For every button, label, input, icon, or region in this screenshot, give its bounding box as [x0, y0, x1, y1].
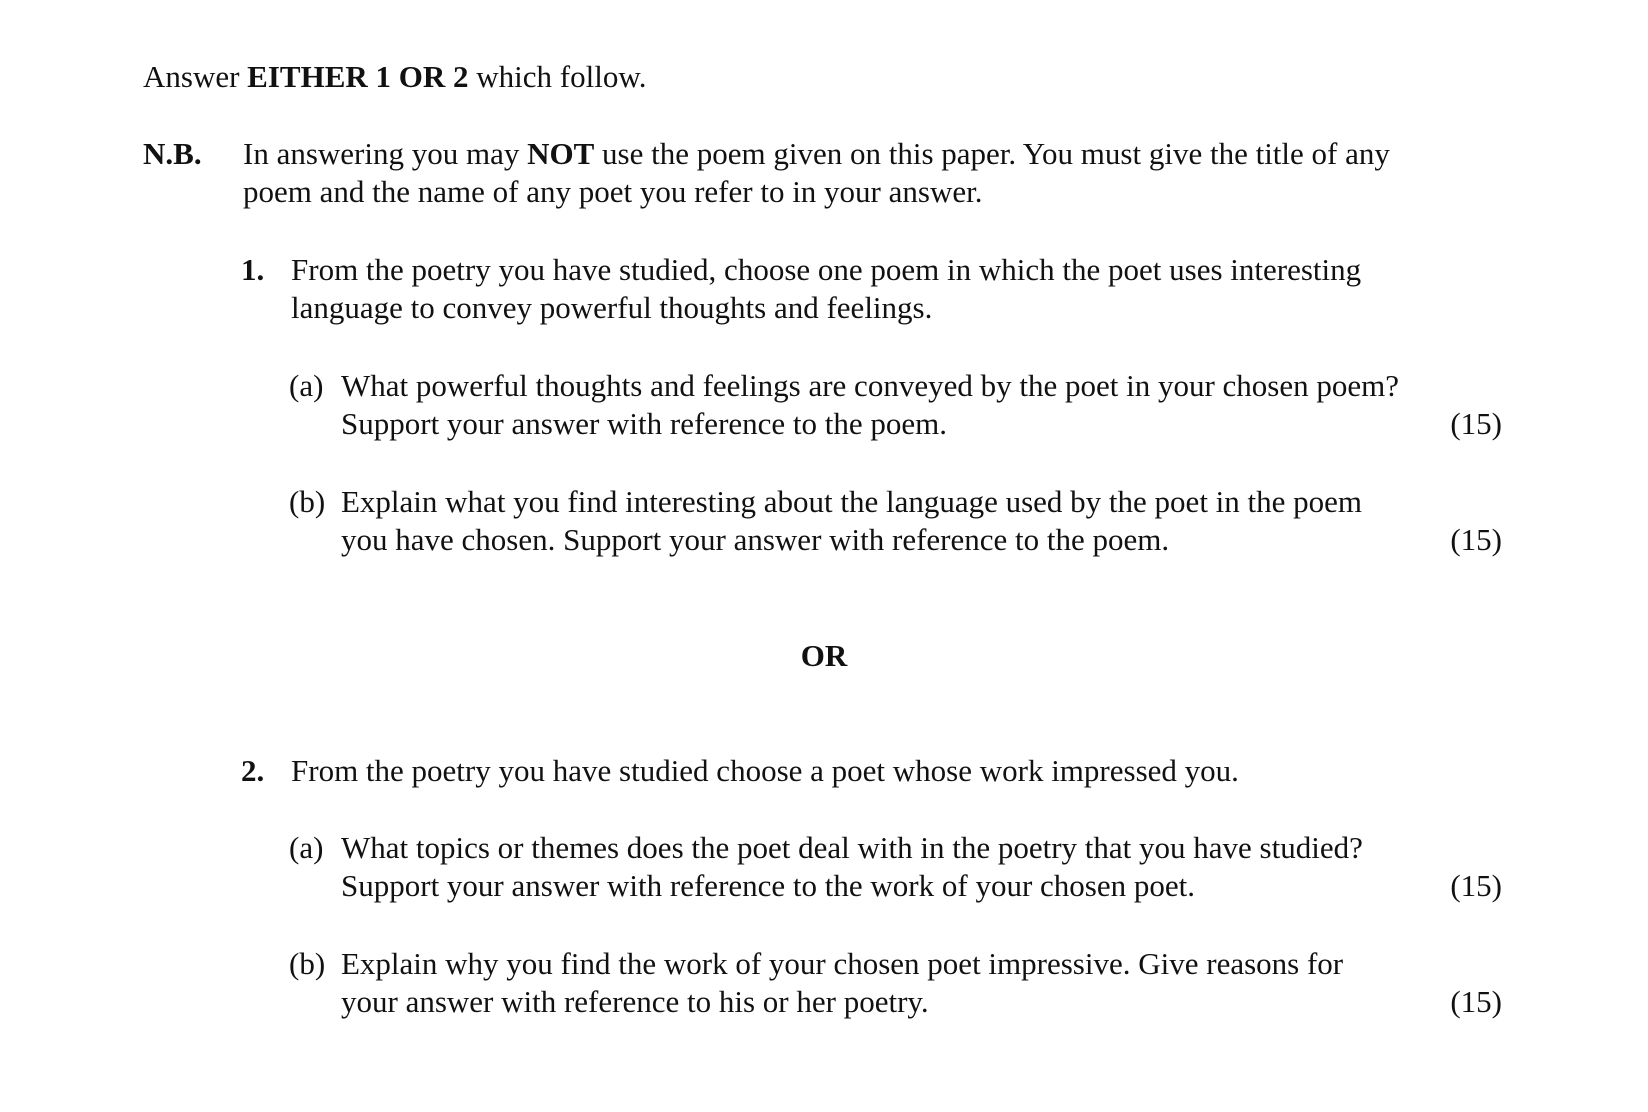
instruction-bold: EITHER 1 OR 2	[247, 59, 469, 94]
question-1a-line-2: Support your answer with reference to the poem.	[341, 406, 948, 441]
question-1b-marks: (15)	[1450, 522, 1502, 557]
question-2b-line-1: Explain why you find the work of your chosen poet impressive. Give reasons for	[341, 946, 1344, 981]
note-label: N.B.	[143, 136, 202, 171]
note-line-2: poem and the name of any poet you refer to in your answer.	[243, 174, 983, 209]
note-text	[243, 135, 1503, 211]
question-1b-text	[341, 483, 1471, 559]
question-1b-line-2: you have chosen. Support your answer with reference to the poem.	[341, 522, 1170, 557]
question-1-stem-line-2: language to convey powerful thoughts and feelings.	[291, 290, 933, 325]
note-line-1-bold: NOT	[527, 136, 595, 171]
question-1-stem-line-1: From the poetry you have studied, choose one poem in which the poet uses interesting	[291, 252, 1362, 287]
question-2-number: 2.	[241, 753, 265, 788]
instruction-prefix: Answer	[143, 59, 248, 94]
question-2a-letter: (a)	[289, 830, 324, 865]
instruction-line	[143, 58, 646, 96]
question-1-stem	[291, 251, 1491, 327]
question-1-number: 1.	[241, 252, 265, 287]
or-separator: OR	[800, 638, 848, 673]
question-1b-line-1: Explain what you find interesting about the language used by the poet in the poem	[341, 484, 1363, 519]
question-2a-marks: (15)	[1450, 868, 1502, 903]
question-1a-letter: (a)	[289, 368, 324, 403]
question-2b-text	[341, 945, 1471, 1021]
question-1a-text	[341, 367, 1491, 443]
question-1b-letter: (b)	[289, 484, 326, 519]
question-2a-line-1: What topics or themes does the poet deal with in the poetry that you have studied?	[341, 830, 1363, 865]
question-2-stem-line-1: From the poetry you have studied choose a poet whose work impressed you.	[291, 753, 1239, 788]
question-2b-letter: (b)	[289, 946, 326, 981]
note-line-1-prefix: In answering you may	[243, 136, 528, 171]
note-line-1-suffix: use the poem given on this paper. You must give the title of any	[594, 136, 1390, 171]
question-2a-text	[341, 829, 1491, 905]
question-2-stem	[291, 752, 1491, 790]
instruction-suffix: which follow.	[468, 59, 647, 94]
question-1a-line-1: What powerful thoughts and feelings are conveyed by the poet in your chosen poem?	[341, 368, 1399, 403]
question-1a-marks: (15)	[1450, 406, 1502, 441]
question-2a-line-2: Support your answer with reference to the work of your chosen poet.	[341, 868, 1195, 903]
note-line-1	[243, 135, 1503, 173]
question-2b-marks: (15)	[1450, 984, 1502, 1019]
question-2b-line-2: your answer with reference to his or her poetry.	[341, 984, 929, 1019]
